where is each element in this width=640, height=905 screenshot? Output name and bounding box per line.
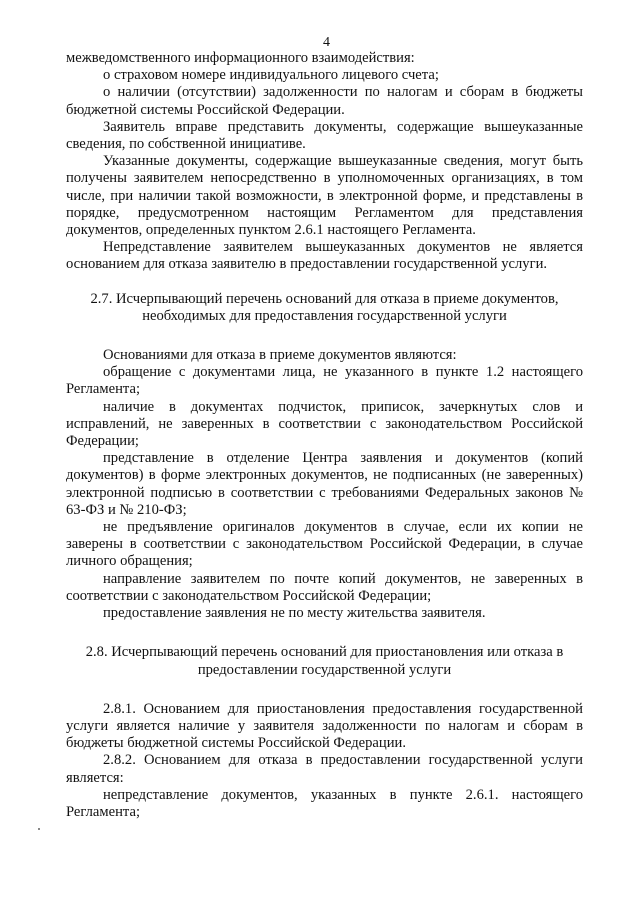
paragraph: о страховом номере индивидуального лицевого счета;: [103, 67, 439, 84]
section-heading-2-7: 2.7. Исчерпывающий перечень оснований для отказа в приеме документов, необходимых для предоставления государственной услуги: [90, 290, 559, 324]
paragraph: Указанные документы, содержащие вышеуказанные сведения, могут быть получены заявителем непосредственно в уполномоченных организациях, в том числе, при наличии такой возможности, в электронной форме, и представлены в порядке, предусмотренном настоящим Регламентом для представления документов, определенных пунктом 2.6.1 настоящего Регламента.: [66, 153, 583, 239]
paragraph: о наличии (отсутствии) задолженности по налогам и сборам в бюджеты бюджетной системы Российской Федерации.: [66, 84, 583, 118]
paragraph: Основаниями для отказа в приеме документов являются:: [103, 347, 457, 364]
paragraph: наличие в документах подчисток, приписок, зачеркнутых слов и исправлений, не заверенных в соответствии с законодательством Российской Федерации;: [66, 398, 583, 450]
paragraph: Непредставление заявителем вышеуказанных документов не является основанием для отказа заявителю в предоставлении государственной услуги.: [66, 239, 583, 273]
paragraph: Заявитель вправе представить документы, содержащие вышеуказанные сведения, по собственной инициативе.: [66, 118, 583, 153]
scan-speck: [38, 828, 40, 830]
paragraph: 2.8.2. Основанием для отказа в предоставлении государственной услуги является:: [66, 752, 583, 786]
paragraph: обращение с документами лица, не указанного в пункте 1.2 настоящего Регламента;: [66, 364, 583, 398]
section-heading-2-8: 2.8. Исчерпывающий перечень оснований для приостановления или отказа в предоставлении государственной услуги: [85, 644, 564, 678]
paragraph: непредставление документов, указанных в пункте 2.6.1. настоящего Регламента;: [66, 786, 583, 820]
paragraph: направление заявителем по почте копий документов, не заверенных в соответствии с законодательством Российской Федерации;: [66, 570, 583, 604]
paragraph: не предъявление оригиналов документов в случае, если их копии не заверены в соответствии с законодательством Российской Федерации, в случае личного обращения;: [66, 519, 583, 570]
page-number: 4: [323, 35, 330, 50]
document-page: [66, 34, 583, 821]
paragraph: предоставление заявления не по месту жительства заявителя.: [103, 605, 486, 622]
paragraph: представление в отделение Центра заявления и документов (копий документов) в форме электронных документов, не подписанных (не заверенных) электронной подписью в соответствии с требованиями Федеральных законов № 63-ФЗ и № 210-ФЗ;: [66, 450, 583, 518]
paragraph: межведомственного информационного взаимодействия:: [66, 50, 415, 66]
paragraph: 2.8.1. Основанием для приостановления предоставления государственной услуги является наличие у заявителя задолженности по налогам и сборам в бюджеты бюджетной системы Российской Федерации.: [66, 700, 583, 752]
